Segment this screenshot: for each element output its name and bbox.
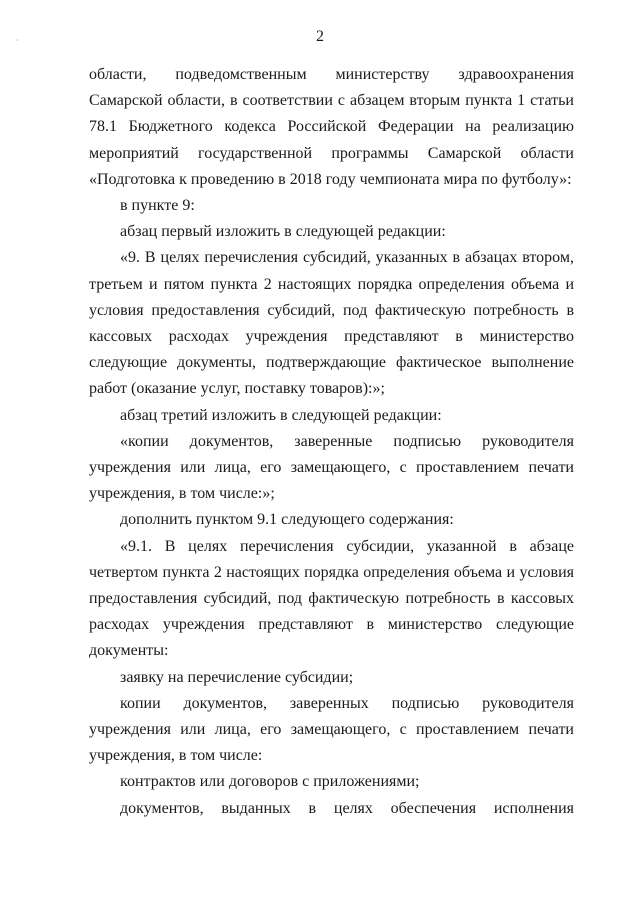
paragraph: копии документов, заверенных подписью руководителя учреждения или лица, его замещающего, с проставлением печати учреждения, в том числе: bbox=[89, 694, 574, 765]
paragraph: контрактов или договоров с приложениями; bbox=[120, 773, 420, 791]
paragraph: документов, выданных в целях обеспечения исполнения bbox=[120, 799, 574, 817]
paragraph: «копии документов, заверенные подписью руководителя учреждения или лица, его замещающего, с проставлением печати учреждения, в том числе:»; bbox=[89, 432, 574, 503]
paragraph: «9. В целях перечисления субсидий, указанных в абзацах втором, третьем и пятом пункта 2 настоящих порядка определения объема и условия предоставления субсидий, под фактическую потребность в кассовых расходах учреждения представляют в министерство следующие документы, подтверждающие фактическое выполнение работ (оказание услуг, поставку товаров):»; bbox=[89, 249, 574, 398]
paragraph: области, подведомственным министерству здравоохранения Самарской области, в соответствии с абзацем вторым пункта 1 статьи 78.1 Бюджетного кодекса Российской Федерации на реализацию мероприятий государственной программы Самарской области «Подготовка к проведению в 2018 году чемпионата мира по футболу»: bbox=[89, 66, 574, 188]
paragraph: «9.1. В целях перечисления субсидии, указанной в абзаце четвертом пункта 2 настоящих порядка определения объема и условия предоставления субсидий, под фактическую потребность в кассовых расходах учреждения представляют в министерство следующие документы: bbox=[89, 537, 574, 660]
document-body bbox=[89, 62, 574, 822]
paragraph: в пункте 9: bbox=[120, 197, 195, 215]
paragraph: дополнить пунктом 9.1 следующего содержания: bbox=[120, 511, 454, 529]
margin-mark: · bbox=[16, 36, 19, 45]
paragraph: абзац первый изложить в следующей редакции: bbox=[120, 223, 446, 241]
page-number: 2 bbox=[316, 28, 324, 45]
paragraph: абзац третий изложить в следующей редакции: bbox=[120, 406, 442, 424]
paragraph: заявку на перечисление субсидии; bbox=[120, 668, 354, 686]
